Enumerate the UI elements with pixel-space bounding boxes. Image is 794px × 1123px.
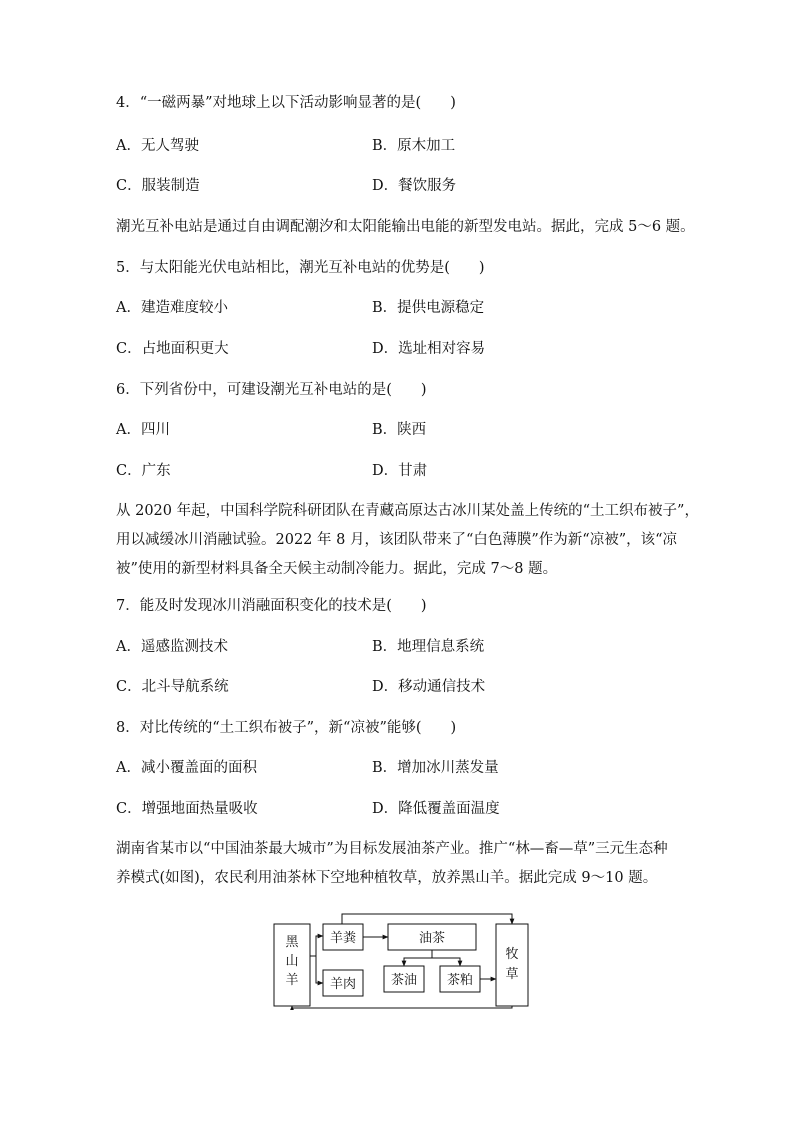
question-4-option-d: D．餐饮服务 (372, 178, 457, 194)
question-6-option-a: A．四川 (116, 422, 170, 438)
question-5-option-d: D．选址相对容易 (372, 341, 486, 357)
question-4-option-a: A．无人驾驶 (116, 138, 199, 154)
question-7-option-b: B．地理信息系统 (372, 639, 485, 655)
passage-7-8-line-3: 被”使用的新型材料具备全天候主动制冷能力。据此，完成 7～8 题。 (116, 561, 558, 577)
goat-manure-label: 羊粪 (329, 931, 357, 946)
question-4-option-b: B．原木加工 (372, 138, 456, 154)
black-goat-label-2: 山 (285, 954, 299, 969)
question-8-option-d: D．降低覆盖面温度 (372, 801, 500, 817)
question-5-option-a: A．建造难度较小 (116, 300, 228, 316)
question-5-stem: 5．与太阳能光伏电站相比，潮光互补电站的优势是( ) (116, 260, 485, 276)
question-5-option-b: B．提供电源稳定 (372, 300, 485, 316)
question-4-option-c: C．服装制造 (116, 178, 200, 194)
question-8-option-c: C．增强地面热量吸收 (116, 801, 258, 817)
manure-to-pasture-arrow (342, 914, 512, 924)
question-8-option-b: B．增加冰川蒸发量 (372, 760, 499, 776)
passage-9-10-line-1: 湖南省某市以“中国油茶最大城市”为目标发展油茶产业。推广“林—畜—草”三元生态种 (116, 841, 668, 857)
question-7-stem: 7．能及时发现冰川消融面积变化的技术是( ) (116, 598, 427, 614)
tea-oil-label: 茶油 (390, 973, 418, 988)
passage-7-8-line-2: 用以减缓冰川消融试验。2022 年 8 月，该团队带来了“白色薄膜”作为新“凉被”，该“凉 (116, 532, 678, 548)
question-6-option-d: D．甘肃 (372, 463, 428, 479)
passage-5-6: 潮光互补电站是通过自由调配潮汐和太阳能输出电能的新型发电站。据此，完成 5～6 题。 (116, 219, 695, 235)
ecological-cycle-diagram (270, 908, 532, 1010)
pasture-to-goat-arrow (292, 1006, 512, 1008)
goat-meat-label: 羊肉 (329, 977, 357, 992)
question-8-option-a: A．减小覆盖面的面积 (116, 760, 257, 776)
question-6-option-b: B．陕西 (372, 422, 427, 438)
question-7-option-c: C．北斗导航系统 (116, 679, 229, 695)
passage-9-10-line-2: 养模式(如图)，农民利用油茶林下空地种植牧草，放养黑山羊。据此完成 9～10 题。 (116, 870, 658, 886)
passage-7-8 (116, 497, 699, 584)
pasture-label-1: 牧 (505, 947, 519, 962)
question-5-option-c: C．占地面积更大 (116, 341, 229, 357)
pasture-label-2: 草 (505, 967, 519, 982)
question-6-option-c: C．广东 (116, 463, 171, 479)
oil-tea-to-tea-cake-arrow (432, 958, 460, 966)
oil-tea-to-tea-oil-arrow (404, 950, 432, 966)
goat-to-manure-arrow (310, 936, 323, 956)
question-6-stem: 6．下列省份中，可建设潮光互补电站的是( ) (116, 382, 427, 398)
black-goat-label-1: 黑 (285, 935, 299, 950)
question-8-stem: 8．对比传统的“土工织布被子”，新“凉被”能够( ) (116, 720, 457, 736)
question-7-option-a: A．遥感监测技术 (116, 639, 228, 655)
passage-7-8-line-1: 从 2020 年起，中国科学院科研团队在青藏高原达古冰川某处盖上传统的“土工织布被子”， (116, 503, 699, 519)
tea-cake-label: 茶粕 (446, 973, 474, 988)
question-4-stem: 4．“一磁两暴”对地球上以下活动影响显著的是( ) (116, 95, 456, 111)
passage-9-10 (116, 835, 678, 893)
question-7-option-d: D．移动通信技术 (372, 679, 486, 695)
black-goat-label-3: 羊 (285, 973, 299, 988)
goat-to-meat-arrow (316, 956, 323, 983)
oil-tea-label: 油茶 (418, 931, 446, 946)
pasture-box (496, 924, 528, 1006)
